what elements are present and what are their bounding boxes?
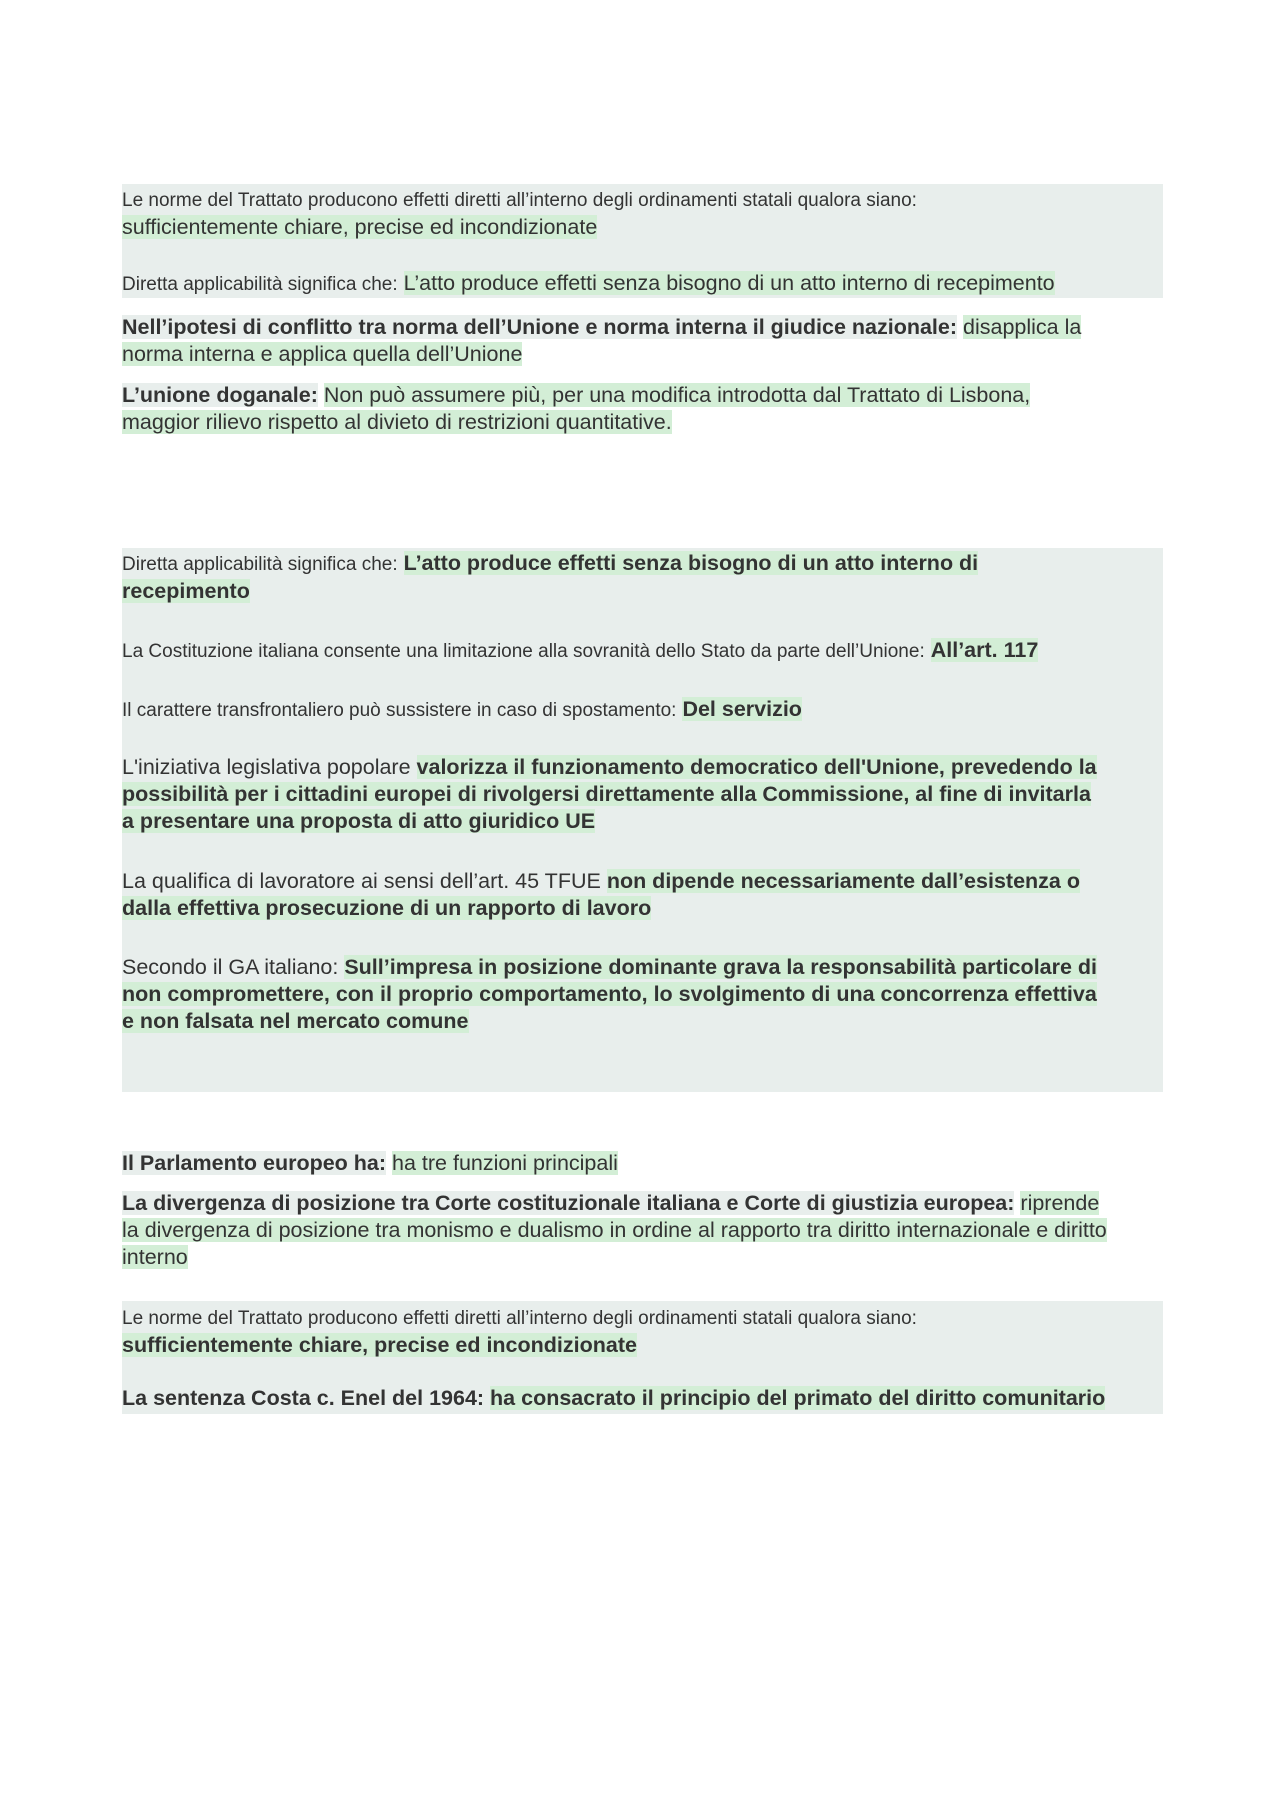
qa-item [122, 868, 1163, 922]
answer-text: Sull’impresa in posizione dominante grava la responsabilità particolare di [344, 955, 1098, 979]
answer-text: possibilità per i cittadini europei di rivolgersi direttamente alla Commissione, al fine di invitarla [122, 782, 1091, 806]
question-text: La divergenza di posizione tra Corte costituzionale italiana e Corte di giustizia europea: [122, 1191, 1015, 1215]
question-text: La qualifica di lavoratore ai sensi dell’art. 45 TFUE [122, 869, 601, 893]
qa-block-1 [122, 184, 1163, 298]
qa-item [122, 1304, 1163, 1359]
qa-block-3 [122, 1301, 1163, 1414]
qa-item [122, 270, 1163, 298]
qa-item [122, 696, 1163, 724]
qa-item [122, 1385, 1163, 1412]
answer-text: dalla effettiva prosecuzione di un rapporto di lavoro [122, 896, 652, 920]
question-text: La Costituzione italiana consente una limitazione alla sovranità dello Stato da parte dell’Unione: [122, 641, 925, 662]
qa-item [122, 186, 1163, 241]
qa-item [122, 754, 1163, 835]
answer-text: L’atto produce effetti senza bisogno di un atto interno di [403, 551, 979, 575]
answer-text: All’art. 117 [930, 638, 1039, 662]
qa-item [122, 1150, 1163, 1177]
answer-text: non compromettere, con il proprio comportamento, lo svolgimento di una concorrenza effettiva [122, 982, 1097, 1006]
answer-text: Del servizio [682, 697, 802, 721]
answer-text: e non falsata nel mercato comune [122, 1009, 469, 1033]
qa-item [122, 1190, 1163, 1271]
answer-text: Non può assumere più, per una modifica introdotta dal Trattato di Lisbona, [323, 383, 1031, 407]
question-text: L'iniziativa legislativa popolare [122, 755, 411, 779]
question-text: La sentenza Costa c. Enel del 1964: [122, 1386, 485, 1410]
answer-text: maggior rilievo rispetto al divieto di restrizioni quantitative. [122, 410, 672, 434]
question-text: Il Parlamento europeo ha: [122, 1151, 387, 1175]
answer-text: a presentare una proposta di atto giuridico UE [122, 809, 596, 833]
qa-item [122, 314, 1163, 368]
qa-item [122, 550, 1163, 605]
question-text: Nell’ipotesi di conflitto tra norma dell’Unione e norma interna il giudice nazionale: [122, 315, 958, 339]
question-text: Diretta applicabilità significa che: [122, 554, 398, 575]
qa-item [122, 637, 1163, 665]
question-text: Secondo il GA italiano: [122, 955, 339, 979]
answer-text: ha consacrato il principio del primato del diritto comunitario [490, 1386, 1106, 1410]
answer-text: recepimento [122, 579, 250, 603]
qa-item [122, 954, 1163, 1035]
answer-text: disapplica la [963, 315, 1082, 339]
question-text: Diretta applicabilità significa che: [122, 274, 398, 295]
question-text: Il carattere transfrontaliero può sussistere in caso di spostamento: [122, 700, 677, 721]
answer-text: norma interna e applica quella dell’Unione [122, 342, 523, 366]
question-text: Le norme del Trattato producono effetti diretti all’interno degli ordinamenti statali qualora siano: [122, 1308, 917, 1329]
answer-text: L’atto produce effetti senza bisogno di un atto interno di recepimento [403, 271, 1055, 295]
answer-text: riprende [1020, 1191, 1100, 1215]
answer-text: interno [122, 1245, 188, 1269]
answer-text: sufficientemente chiare, precise ed incondizionate [122, 1333, 637, 1357]
answer-text: la divergenza di posizione tra monismo e dualismo in ordine al rapporto tra diritto internazionale e diritto [122, 1218, 1107, 1242]
answer-text: sufficientemente chiare, precise ed incondizionate [122, 215, 598, 239]
answer-text: ha tre funzioni principali [392, 1151, 618, 1175]
qa-item [122, 382, 1163, 436]
question-text: L’unione doganale: [122, 383, 318, 407]
answer-text: valorizza il funzionamento democratico dell'Unione, prevedendo la [416, 755, 1097, 779]
question-text: Le norme del Trattato producono effetti diretti all’interno degli ordinamenti statali qualora siano: [122, 190, 917, 211]
answer-text: non dipende necessariamente dall’esistenza o [606, 869, 1080, 893]
qa-block-2 [122, 548, 1163, 1092]
